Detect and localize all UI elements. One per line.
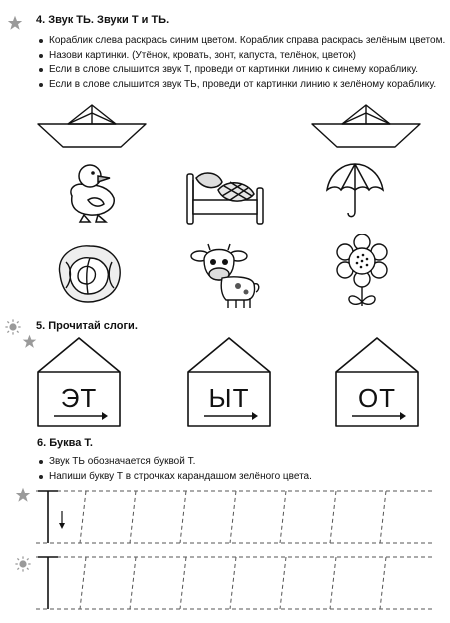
task-6-number: 6. — [37, 437, 47, 449]
sun-icon — [5, 319, 21, 335]
instruction-item: Назови картинки. (Утёнок, кровать, зонт, капуста, телёнок, цветок) — [37, 49, 445, 64]
task-6-title: Буква Т. — [49, 437, 93, 449]
instruction-item: Напиши букву Т в строчках карандашом зелёного цвета. — [37, 470, 312, 485]
syllable-3: ОТ — [357, 383, 397, 413]
duckling-icon[interactable] — [58, 158, 124, 224]
syllable-house-1 — [36, 336, 122, 428]
star-icon — [22, 334, 37, 349]
star-icon — [7, 15, 23, 31]
stroke-direction-arrow-icon — [59, 511, 65, 529]
instruction-item: Если в слове слышится звук ТЬ, проведи от картинки линию к зелёному кораблику. — [37, 78, 445, 93]
instruction-item: Если в слове слышится звук Т, проведи от картинки линию к синему кораблику. — [37, 63, 445, 78]
cabbage-icon[interactable] — [52, 240, 126, 306]
instruction-item: Кораблик слева раскрась синим цветом. Кораблик справа раскрась зелёным цветом. — [37, 34, 445, 49]
syllable-house-2 — [186, 336, 272, 428]
task-6-instructions — [37, 455, 312, 484]
flower-icon[interactable] — [330, 234, 394, 310]
task-5-header — [36, 320, 138, 332]
syllable-2: ЫТ — [208, 383, 250, 413]
star-icon — [15, 487, 31, 503]
task-5-number: 5. — [36, 320, 46, 332]
task-5-title: Прочитай слоги. — [48, 320, 138, 332]
sample-letter-t — [38, 491, 58, 609]
writing-practice-lines[interactable] — [36, 483, 436, 613]
syllable-1: ЭТ — [60, 383, 98, 413]
task-6-header — [37, 437, 93, 449]
bed-icon[interactable] — [184, 160, 266, 226]
boat-right-icon[interactable] — [310, 103, 422, 149]
boat-left-icon[interactable] — [36, 103, 148, 149]
task-4-number: 4. — [36, 14, 46, 26]
task-4-instructions — [37, 34, 445, 92]
sun-icon — [15, 556, 31, 572]
umbrella-icon[interactable] — [324, 160, 386, 222]
task-4-title: Звук ТЬ. Звуки Т и ТЬ. — [48, 14, 170, 26]
instruction-item: Звук ТЬ обозначается буквой Т. — [37, 455, 312, 470]
syllable-house-3 — [334, 336, 420, 428]
calf-icon[interactable] — [186, 238, 264, 310]
task-4-header — [36, 14, 169, 26]
